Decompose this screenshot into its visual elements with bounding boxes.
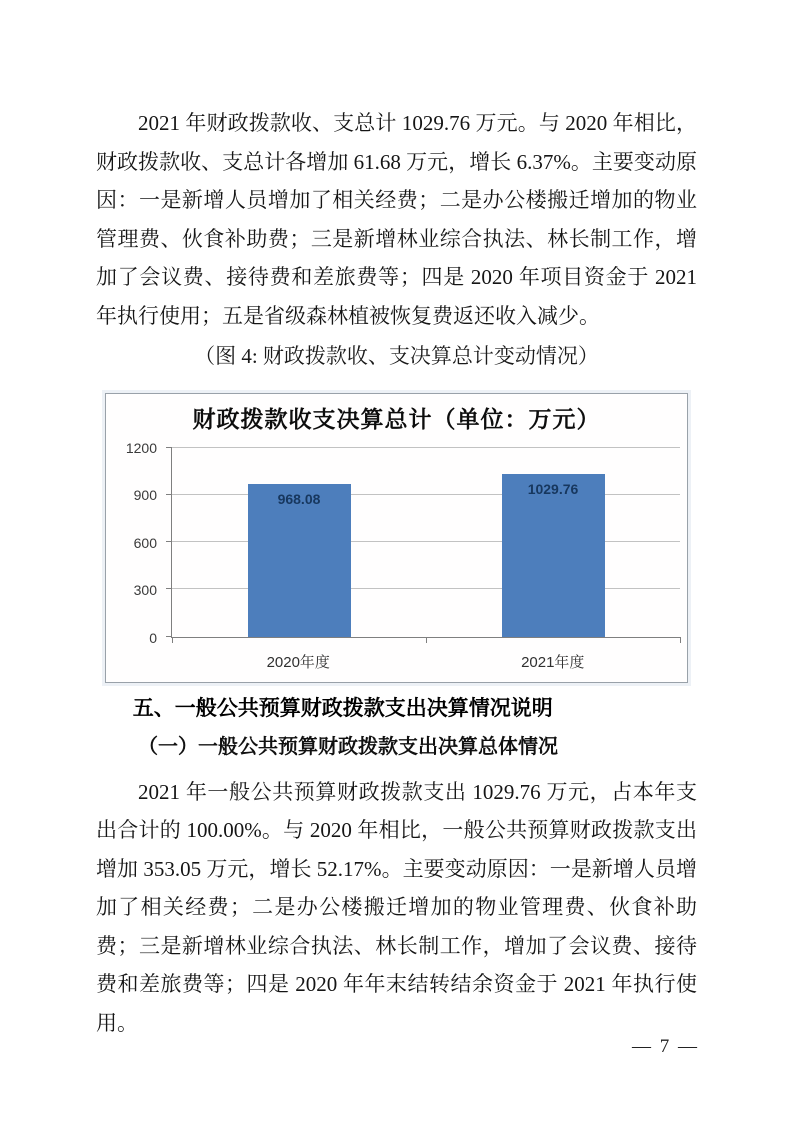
chart-plot-area: [171, 448, 680, 638]
page-number: — 7 —: [632, 1036, 699, 1057]
chart-bar: [502, 474, 605, 636]
chart-y-tick-label: 0: [149, 629, 157, 646]
chart-y-tick-label: 600: [133, 534, 157, 551]
chart-bar-value-label: 1029.76: [527, 481, 579, 498]
chart-gridline: [172, 447, 680, 448]
chart-x-axis-tick: [680, 637, 681, 643]
chart-x-category-label: 2021年度: [521, 653, 585, 671]
chart-bars-row: [172, 448, 680, 637]
bar-chart-figure: [105, 393, 688, 683]
chart-x-category-label: 2020年度: [266, 653, 330, 671]
chart-y-tick-label: 1200: [125, 439, 157, 456]
section-heading: 五、一般公共预算财政拨款支出决算情况说明: [132, 696, 553, 720]
chart-category-slot: [426, 448, 680, 637]
paragraph-fiscal-appropriation-total: 2021 年财政拨款收、支总计 1029.76 万元。与 2020 年相比，财政拨款收、支总计各增加 61.68 万元，增长 6.37%。主要变动原因：一是新增人员增加了相关经费；二是办公楼搬迁增加的物业管理费、伙食补助费；三是新增林业综合执法、林长制工作，增加了会议费、接待费和差旅费等；四是 2020 年项目资金于 2021 年执行使用；五是省级森林植被恢复费返还收入减少。: [96, 111, 697, 328]
chart-y-tick-label: 300: [133, 582, 157, 598]
chart-x-labels: [171, 651, 680, 672]
chart-x-axis-tick: [172, 637, 173, 643]
figure-caption: （图 4: 财政拨款收、支决算总计变动情况）: [194, 344, 599, 368]
chart-bar: [248, 484, 351, 636]
subsection-heading: （一）一般公共预算财政拨款支出决算总体情况: [138, 736, 558, 758]
chart-title: 财政拨款收支决算总计（单位：万元）: [192, 405, 601, 432]
chart-x-axis-tick: [426, 637, 427, 643]
chart-bar-value-label: 968.08: [277, 491, 321, 508]
chart-y-tick-label: 900: [133, 487, 157, 503]
chart-y-axis-labels: [106, 439, 164, 646]
paragraph-general-budget-expenditure: 2021 年一般公共预算财政拨款支出 1029.76 万元，占本年支出合计的 100.00%。与 2020 年相比，一般公共预算财政拨款支出增加 353.05 万元，增长 52.17%。主要变动原因：一是新增人员增加了相关经费；二是办公楼搬迁增加的物业管理费、伙食补助费；三是新增林业综合执法、林长制工作，增加了会议费、接待费和差旅费等；四是 2020 年年末结转结余资金于 2021 年执行使用。: [96, 779, 697, 1035]
chart-category-slot: [172, 448, 426, 637]
